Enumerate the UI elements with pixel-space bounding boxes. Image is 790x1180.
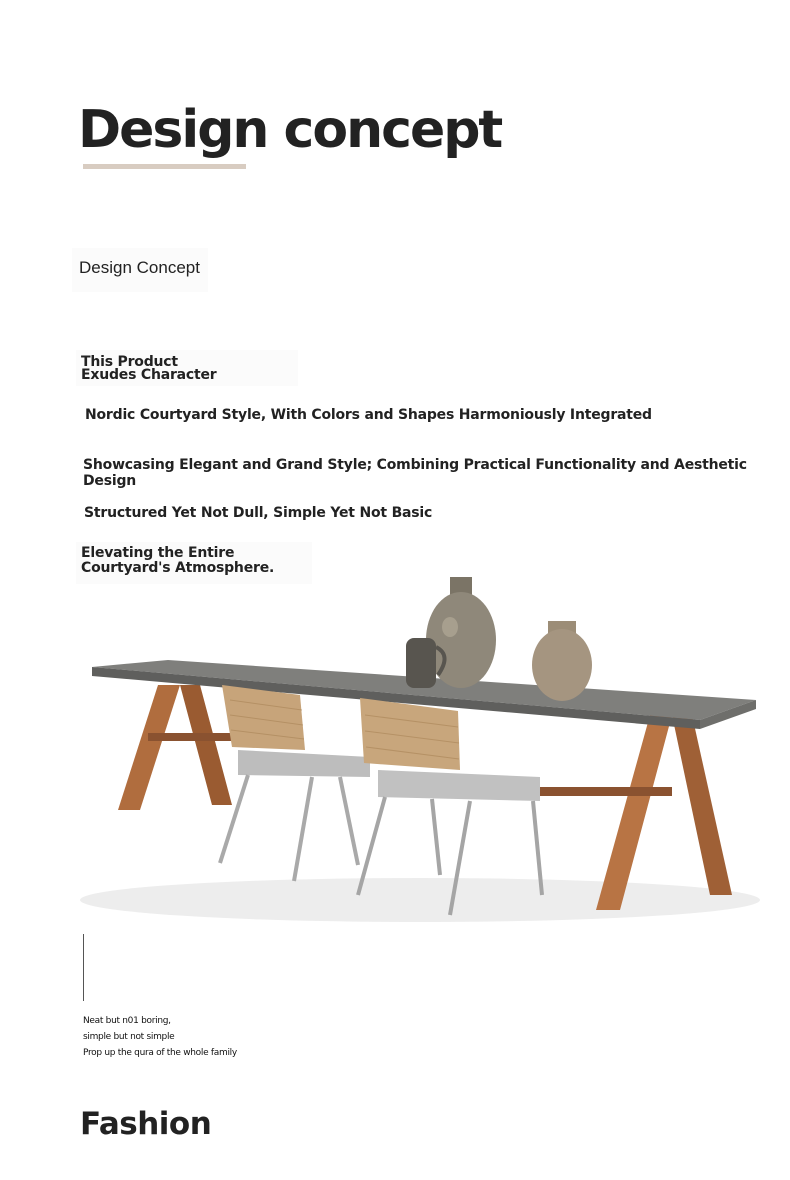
headline-underline <box>83 164 246 169</box>
left-chair <box>220 685 370 881</box>
concept-line-1: This Product Exudes Character <box>81 354 217 383</box>
note-line-1: Neat but n01 boring, <box>83 1016 171 1026</box>
section-title-fashion: Fashion <box>80 1106 212 1142</box>
floor-shadow <box>80 878 760 922</box>
concept-line-5: Elevating the Entire Courtyard's Atmosphere. <box>81 545 275 576</box>
small-urn <box>532 621 592 701</box>
section-subheading: Design Concept <box>79 258 200 277</box>
concept-line-4: Structured Yet Not Dull, Simple Yet Not Basic <box>84 505 433 521</box>
note-line-3: Prop up the qura of the whole family <box>83 1048 237 1058</box>
product-image <box>40 565 780 935</box>
concept-line-3: Showcasing Elegant and Grand Style; Combining Practical Functionality and Aesthetic Design <box>83 457 747 489</box>
vertical-divider <box>83 934 84 1001</box>
page-headline: Design concept <box>78 100 502 160</box>
note-line-2: simple but not simple <box>83 1032 175 1042</box>
concept-line-2: Nordic Courtyard Style, With Colors and Shapes Harmoniously Integrated <box>85 407 652 423</box>
large-vase <box>426 577 496 688</box>
